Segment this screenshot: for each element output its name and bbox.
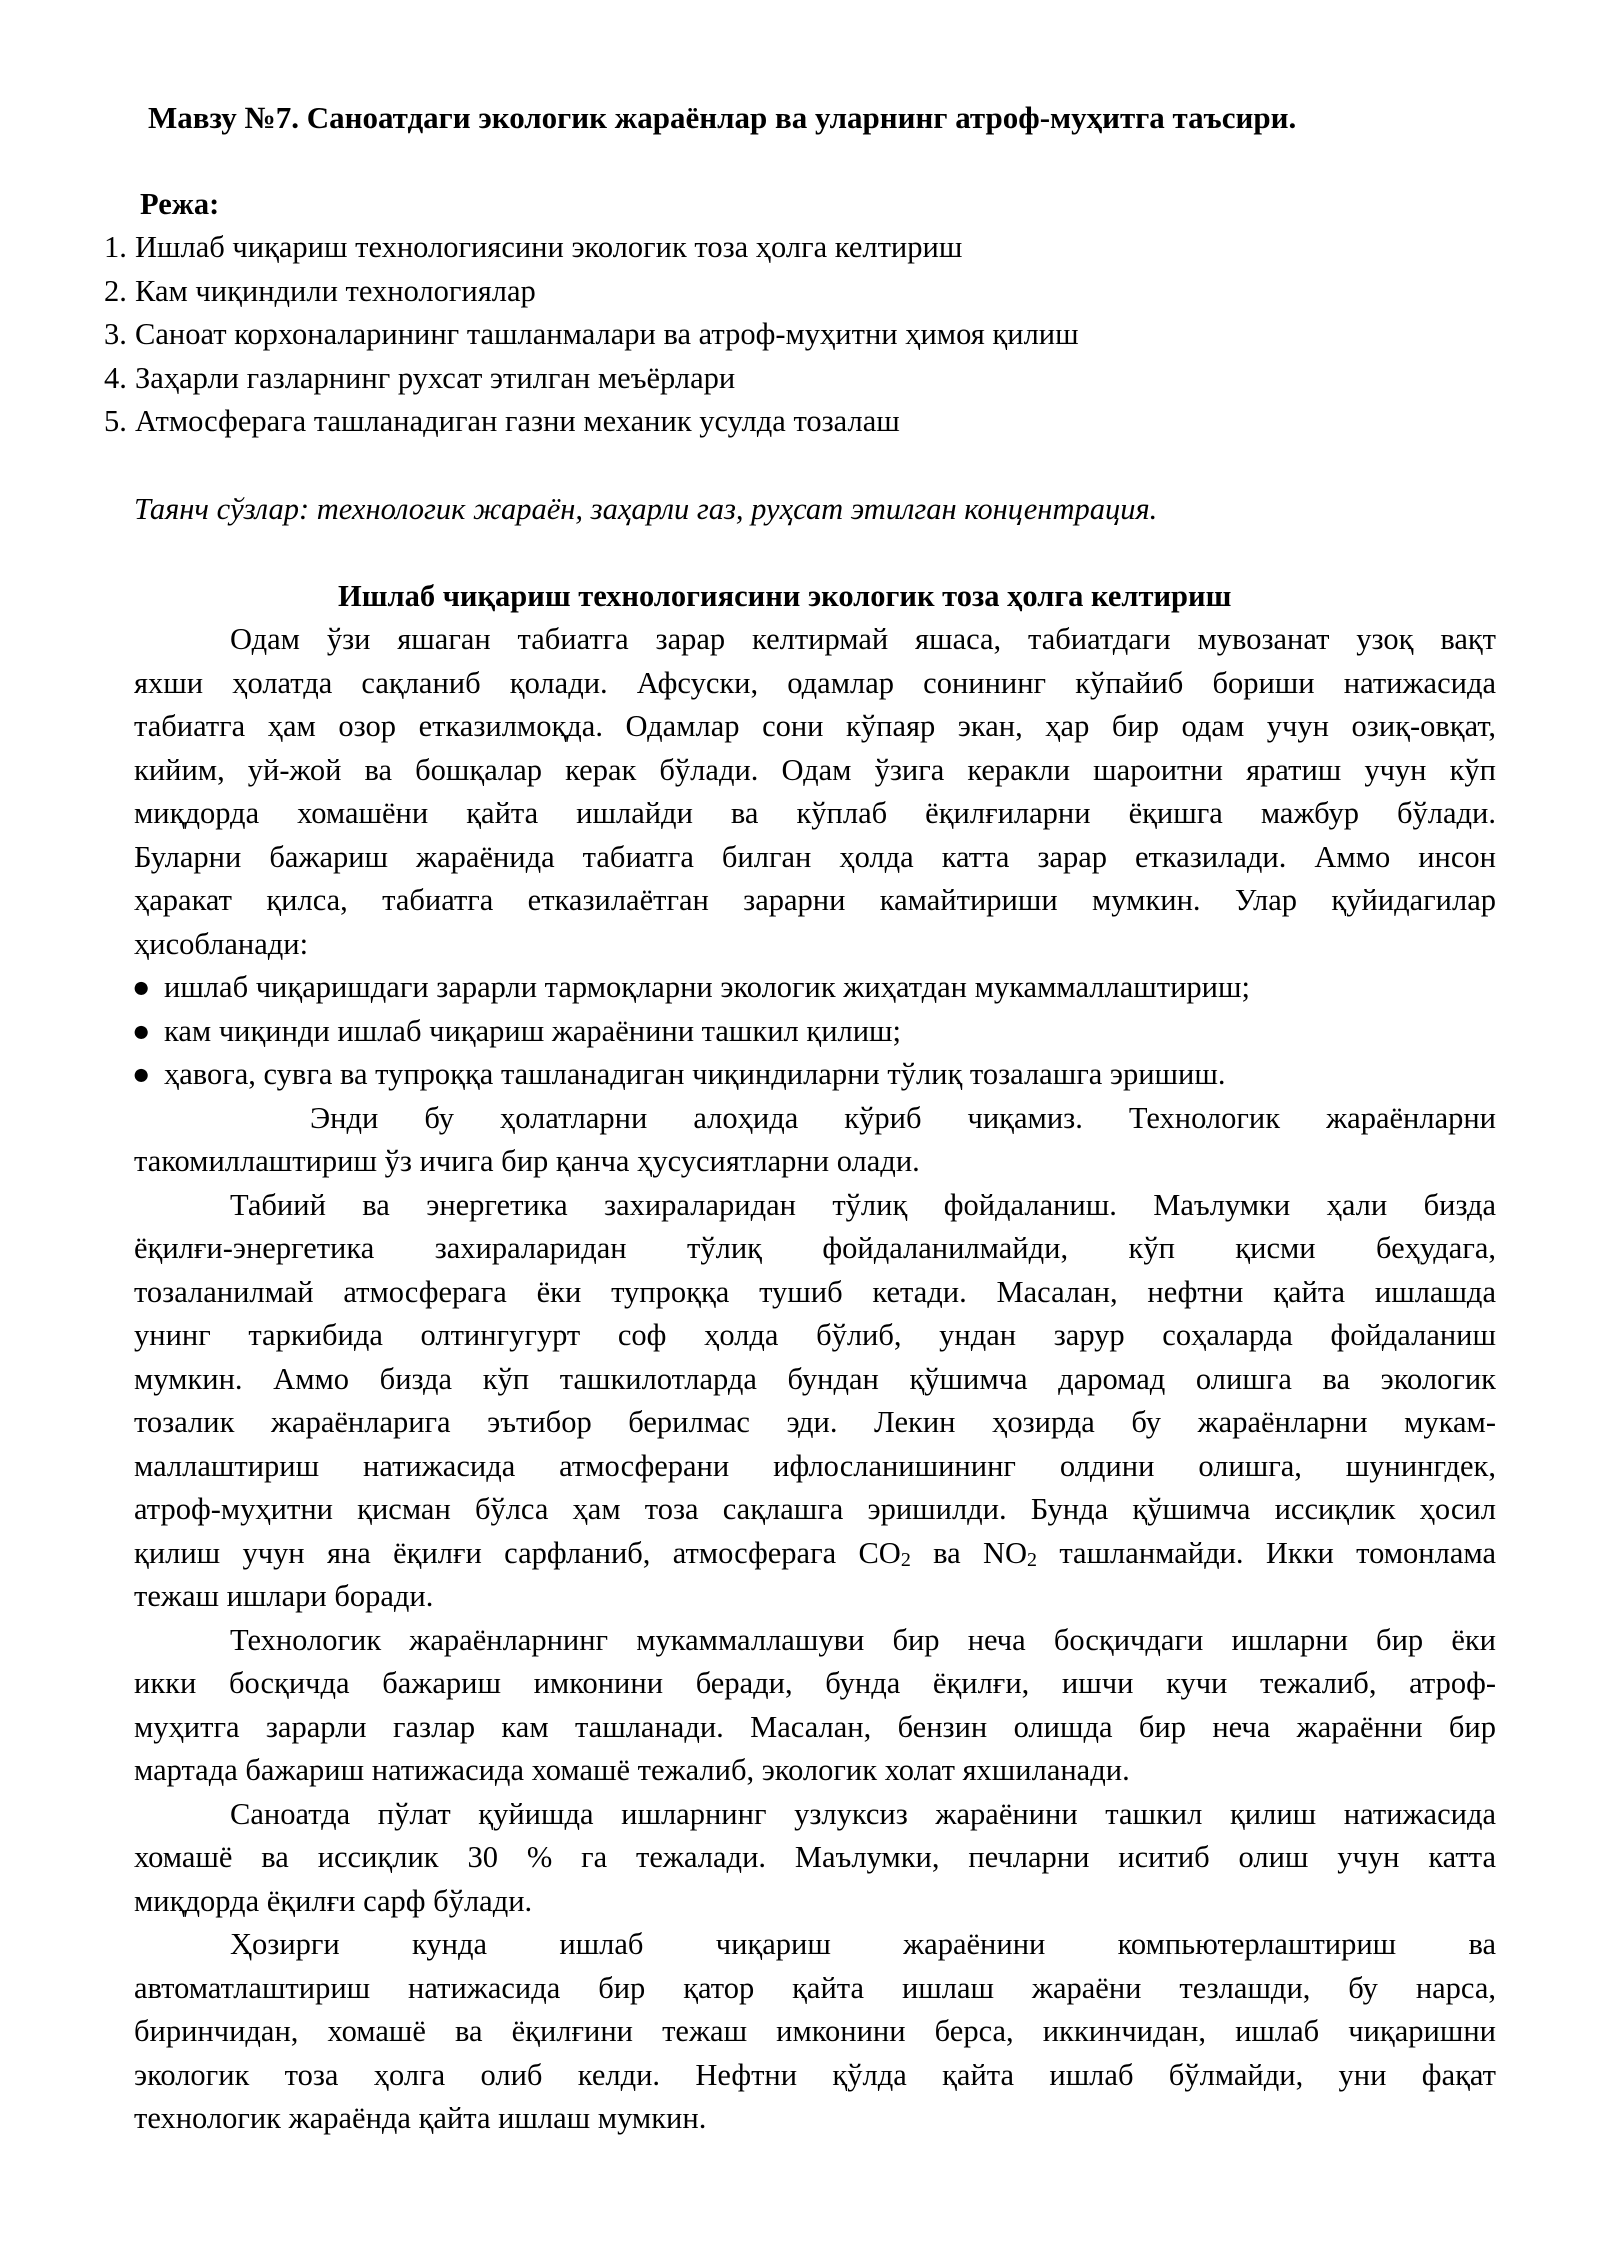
plan-item [104, 270, 1079, 314]
plan-item-number: 4. [104, 360, 127, 395]
paragraph-1 [134, 618, 1496, 966]
text-line: Табиий ва энергетика захираларидан тўлиқ фойдаланиш. Маълумки ҳали бизда [230, 1187, 1496, 1222]
text-line: ёқилғи-энергетика захираларидан тўлиқ фойдаланилмайди, кўп қисми беҳудага, [134, 1231, 1496, 1265]
bullet-item [132, 1010, 1496, 1054]
plan-item [104, 226, 1079, 270]
bullet-item [132, 966, 1496, 1010]
plan-item-text: Заҳарли газларнинг рухсат этилган меъёрлари [135, 360, 736, 395]
paragraph-3 [134, 1184, 1496, 1619]
plan-item-text: Кам чиқиндили технологиялар [135, 273, 536, 308]
text-line: ҳисобланади: [134, 926, 309, 961]
plan-item-text: Саноат корхоналарининг ташланмалари ва атроф-муҳитни ҳимоя қилиш [135, 317, 1079, 351]
section-heading: Ишлаб чиқариш технологиясини экологик тоза ҳолга келтириш [338, 579, 1232, 613]
text-line: тежаш ишлари боради. [134, 1579, 434, 1613]
plan-item-number: 1. [104, 230, 127, 264]
text-line: табиатга ҳам озор етказилмоқда. Одамлар сони кўпаяр экан, ҳар бир одам учун озиқ-овқат, [134, 709, 1496, 743]
text-line: Ҳозирги кунда ишлаб чиқариш жараёнини компьютерлаштириш ва [230, 1927, 1496, 1961]
plan-item [104, 313, 1079, 357]
paragraph-5 [134, 1793, 1496, 1924]
formula-text-after: ташланмайди. Икки томонлама [1037, 1535, 1497, 1570]
plan-item-text: Ишлаб чиқариш технологиясини экологик тоза ҳолга келтириш [135, 230, 963, 264]
bullet-text: ишлаб чиқаришдаги зарарли тармоқларни экологик жиҳатдан мукаммаллаштириш; [164, 970, 1250, 1004]
bullet-marker: ● [132, 970, 151, 1004]
text-line: такомиллаштириш ўз ичига бир қанча ҳусусиятларни олади. [134, 1144, 920, 1178]
bullet-text: кам чиқинди ишлаб чиқариш жараёнини ташкил қилиш; [164, 1013, 902, 1048]
plan-item [104, 357, 1079, 401]
text-line: экологик тоза ҳолга олиб келди. Нефтни қўлда қайта ишлаб бўлмайди, уни фақат [134, 2057, 1496, 2092]
paragraph-4 [134, 1619, 1496, 1793]
text-line: Саноатда пўлат қуйишда ишларнинг узлуксиз жараёнини ташкил қилиш натижасида [230, 1796, 1496, 1831]
text-line-formula [134, 1532, 1496, 1576]
text-line: мумкин. Аммо бизда кўп ташкилотларда бундан қўшимча даромад олишга ва экологик [134, 1361, 1496, 1396]
keywords: Таянч сўзлар: технологик жараён, заҳарли газ, руҳсат этилган концентрация. [134, 492, 1158, 526]
text-line: Одам ўзи яшаган табиатга зарар келтирмай яшаса, табиатдаги мувозанат узоқ вақт [230, 622, 1496, 656]
body-text [134, 618, 1496, 2141]
formula-text-mid: ва NO [910, 1535, 1028, 1570]
text-line: Энди бу ҳолатларни алоҳида кўриб чиқамиз. Технологик жараёнларни [310, 1100, 1496, 1135]
text-line: Буларни бажариш жараёнида табиатга билган ҳолда катта зарар етказилади. Аммо инсон [134, 839, 1496, 874]
text-line: автоматлаштириш натижасида бир қатор қайта ишлаш жараёни тезлашди, бу нарса, [134, 1970, 1496, 2005]
paragraph-6 [134, 1923, 1496, 2141]
subscript: 2 [1027, 1548, 1038, 1571]
plan-item [104, 400, 1079, 444]
text-line: биринчидан, хомашё ва ёқилғини тежаш имконини берса, иккинчидан, ишлаб чиқаришни [134, 2014, 1496, 2048]
plan-item-number: 2. [104, 273, 127, 308]
text-line: яхши ҳолатда сақланиб қолади. Афсуски, одамлар сонининг кўпайиб бориши натижасида [134, 665, 1496, 700]
text-line: мартада бажариш натижасида хомашё тежалиб, экологик холат яхшиланади. [134, 1753, 1130, 1787]
bullet-marker: ● [132, 1013, 151, 1048]
plan-list [104, 226, 1079, 444]
text-line: миқдорда ёқилғи сарф бўлади. [134, 1883, 533, 1918]
text-line: хомашё ва иссиқлик 30 % га тежалади. Маълумки, печларни иситиб олиш учун катта [134, 1840, 1496, 1874]
text-line: технологик жараёнда қайта ишлаш мумкин. [134, 2101, 707, 2135]
subscript: 2 [900, 1548, 911, 1571]
text-line: муҳитга зарарли газлар кам ташланади. Масалан, бензин олишда бир неча жараённи бир [134, 1709, 1496, 1744]
text-line: тозалик жараёнларига эътибор берилмас эди. Лекин ҳозирда бу жараёнларни мукам- [134, 1405, 1496, 1439]
bullet-marker: ● [132, 1057, 151, 1091]
plan-item-number: 5. [104, 404, 127, 438]
formula-text-before: қилиш учун яна ёқилғи сарфланиб, атмосферага CO [134, 1535, 901, 1570]
document-title: Мавзу №7. Саноатдаги экологик жараёнлар ва уларнинг атроф-муҳитга таъсири. [148, 100, 1297, 135]
bullet-item [132, 1053, 1496, 1097]
text-line: кийим, уй-жой ва бошқалар керак бўлади. Одам ўзига керакли шароитни яратиш учун кўп [134, 752, 1496, 787]
plan-label: Режа: [140, 187, 220, 221]
paragraph-2 [134, 1097, 1496, 1184]
text-line: Технологик жараёнларнинг мукаммаллашуви бир неча босқичдаги ишларни бир ёки [230, 1622, 1496, 1657]
plan-item-number: 3. [104, 317, 127, 351]
plan-item-text: Атмосферага ташланадиган газни механик усулда тозалаш [135, 404, 900, 438]
text-line: ҳаракат қилса, табиатга етказилаётган зарарни камайтириши мумкин. Улар қуйидагилар [134, 883, 1496, 917]
text-line: тозаланилмай атмосферага ёки тупроққа тушиб кетади. Масалан, нефтни қайта ишлашда [134, 1274, 1496, 1309]
text-line: атроф-муҳитни қисман бўлса ҳам тоза сақлашга эришилди. Бунда қўшимча иссиқлик ҳосил [134, 1492, 1496, 1526]
text-line: унинг таркибида олтингугурт соф ҳолда бўлиб, ундан зарур соҳаларда фойдаланиш [134, 1318, 1496, 1352]
text-line: миқдорда хомашёни қайта ишлайди ва кўплаб ёқилғиларни ёқишга мажбур бўлади. [134, 796, 1496, 830]
text-line: икки босқичда бажариш имконини беради, бунда ёқилғи, ишчи кучи тежалиб, атроф- [134, 1666, 1496, 1700]
text-line: маллаштириш натижасида атмосферани ифлосланишининг олдини олишга, шунингдек, [134, 1448, 1496, 1483]
bullet-text: ҳавога, сувга ва тупроққа ташланадиган чиқиндиларни тўлиқ тозалашга эришиш. [164, 1057, 1226, 1091]
bullet-list [134, 966, 1496, 1097]
